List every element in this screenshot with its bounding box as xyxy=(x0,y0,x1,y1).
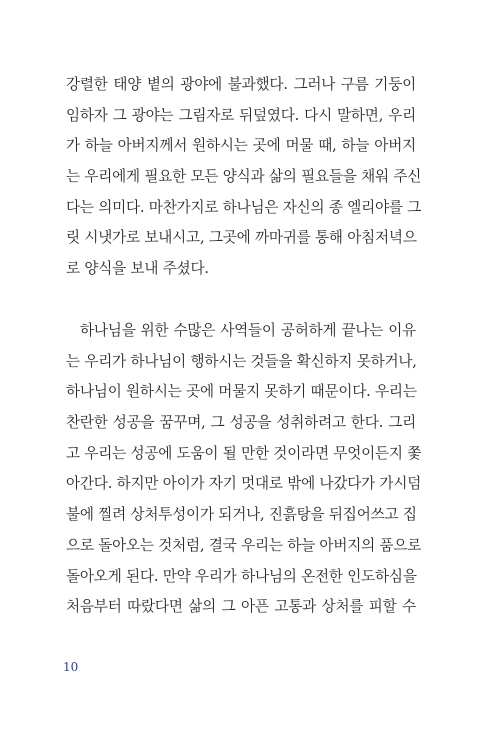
text-line: 처음부터 따랐다면 삶의 그 아픈 고통과 상처를 피할 수 xyxy=(66,598,416,616)
text-line: 임하자 그 광야는 그림자로 뒤덮였다. 다시 말하면, 우리 xyxy=(66,106,416,124)
text-line: 는 우리가 하나님이 행하시는 것들을 확신하지 못하거나, xyxy=(66,352,417,370)
text-line: 하나님을 위한 수많은 사역들이 공허하게 끝나는 이유 xyxy=(80,322,416,339)
text-line: 가 하늘 아버지께서 원하시는 곳에 머물 때, 하늘 아버지 xyxy=(66,137,416,155)
text-line: 릿 시냇가로 보내시고, 그곳에 까마귀를 통해 아침저녁으 xyxy=(66,229,417,247)
text-line: 는 우리에게 필요한 모든 양식과 삶의 필요들을 채워 주신 xyxy=(66,168,422,186)
text-line: 고 우리는 성공에 도움이 될 만한 것이라면 무엇이든지 쫓 xyxy=(66,444,422,462)
text-line: 강렬한 태양 볕의 광야에 불과했다. 그러나 구름 기둥이 xyxy=(66,76,416,93)
text-line: 하나님이 원하시는 곳에 머물지 못하기 때문이다. 우리는 xyxy=(66,383,417,401)
text-line: 아간다. 하지만 아이가 자기 멋대로 밖에 나갔다가 가시덤 xyxy=(66,475,422,493)
text-line: 다는 의미다. 마찬가지로 하나님은 자신의 종 엘리야를 그 xyxy=(66,198,422,216)
text-line: 찬란한 성공을 꿈꾸며, 그 성공을 성취하려고 한다. 그리 xyxy=(66,414,416,432)
text-line: 로 양식을 보내 주셨다. xyxy=(66,260,209,278)
text-line: 돌아오게 된다. 만약 우리가 하나님의 온전한 인도하심을 xyxy=(66,567,417,585)
paragraph-2 xyxy=(66,316,422,623)
text-line: 불에 찔려 상처투성이가 되거나, 진흙탕을 뒤집어쓰고 집 xyxy=(66,506,417,524)
text-line: 으로 돌아오는 것처럼, 결국 우리는 하늘 아버지의 품으로 xyxy=(66,536,422,554)
paragraph-1 xyxy=(66,70,422,285)
page-number: 10 xyxy=(63,660,79,674)
